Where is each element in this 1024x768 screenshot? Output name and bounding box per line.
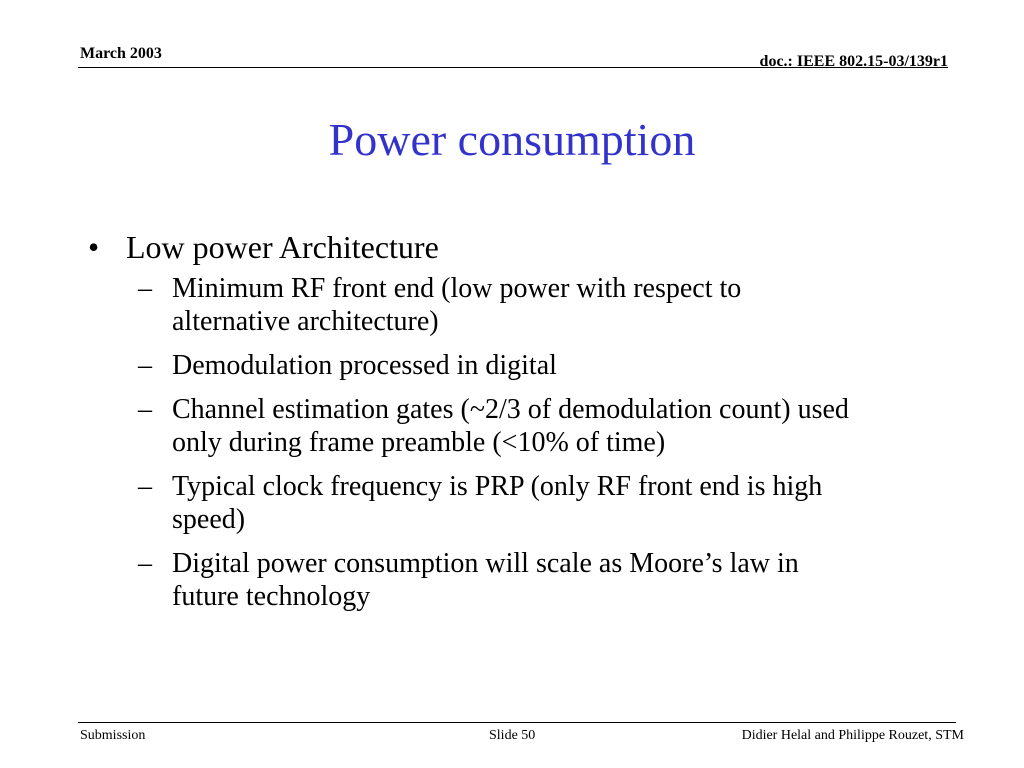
sub-bullet-marker: – xyxy=(138,273,152,304)
footer-slide-number: Slide 50 xyxy=(489,728,536,743)
sub-bullet-marker: – xyxy=(138,548,152,579)
bullet-item xyxy=(88,226,948,268)
sub-bullet-item xyxy=(88,470,862,536)
sub-bullet-item xyxy=(88,349,862,382)
footer-divider xyxy=(78,722,956,723)
sub-bullet-text: Digital power consumption will scale as Moore’s law in future technology xyxy=(172,548,799,612)
slide-title: Power consumption xyxy=(328,114,696,165)
sub-bullet-item xyxy=(88,272,862,338)
footer-authors: Didier Helal and Philippe Rouzet, STM xyxy=(741,728,964,743)
sub-bullet-item xyxy=(88,547,862,613)
sub-bullet-list xyxy=(88,272,948,613)
header-doc-id: doc.: IEEE 802.15-03/139r1 xyxy=(759,53,948,70)
bullet-text: Low power Architecture xyxy=(126,229,439,265)
sub-bullet-marker: – xyxy=(138,394,152,425)
sub-bullet-item xyxy=(88,393,862,459)
sub-bullet-text: Typical clock frequency is PRP (only RF front end is high speed) xyxy=(172,471,823,535)
sub-bullet-marker: – xyxy=(138,350,152,381)
footer-submission: Submission xyxy=(80,728,146,743)
sub-bullet-text: Channel estimation gates (~2/3 of demodulation count) used only during frame preamble (<10% of time) xyxy=(172,394,849,458)
header-date: March 2003 xyxy=(80,45,162,62)
sub-bullet-text: Minimum RF front end (low power with respect to alternative architecture) xyxy=(172,273,742,337)
slide-content xyxy=(88,226,948,624)
header-divider xyxy=(78,67,948,68)
sub-bullet-marker: – xyxy=(138,471,152,502)
sub-bullet-text: Demodulation processed in digital xyxy=(172,350,557,381)
bullet-marker: • xyxy=(88,229,100,265)
